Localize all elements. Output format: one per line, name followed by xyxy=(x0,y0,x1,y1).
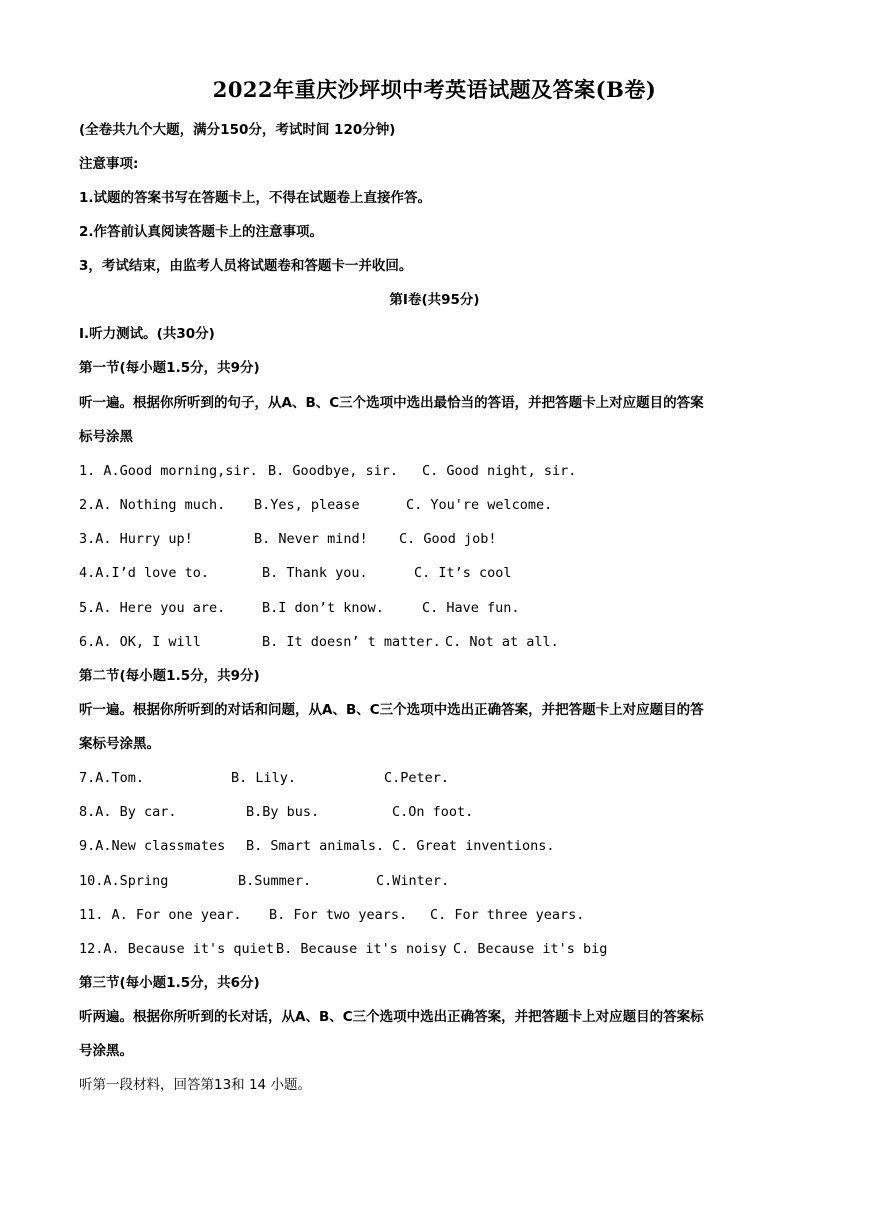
option-a: 12.A. Because it's quiet. xyxy=(79,941,283,957)
option-c: C. You're welcome. xyxy=(406,497,553,513)
option-b: B. Lily. xyxy=(231,770,297,786)
option-c: C. It’s cool xyxy=(414,565,512,581)
option-b: B. For two years. xyxy=(269,907,408,923)
option-b: B. Thank you. xyxy=(262,565,368,581)
option-c: C. Have fun. xyxy=(422,600,520,616)
section1-instruction-cont: 标号涂黑 xyxy=(79,429,133,445)
section1-instruction: 听一遍。根据你所听到的句子，从A、B、C三个选项中选出最恰当的答语，并把答题卡上对应题目的答案 xyxy=(79,395,704,411)
option-a: 10.A.Spring xyxy=(79,873,169,889)
option-b: B. Never mind! xyxy=(254,531,368,547)
section3-instruction: 听两遍。根据你所听到的长对话，从A、B、C三个选项中选出正确答案，并把答题卡上对应题目的答案标 xyxy=(79,1009,704,1025)
option-b: B. Smart animals. xyxy=(246,838,385,854)
section2-instruction-cont: 案标号涂黑。 xyxy=(79,736,160,752)
section1-heading: 第一节(每小题1.5分，共9分) xyxy=(79,360,260,376)
notes-heading: 注意事项: xyxy=(79,156,139,172)
option-c: C. Not at all. xyxy=(445,634,559,650)
section3-instruction-cont: 号涂黑。 xyxy=(79,1043,133,1059)
option-c: C. Good night, sir. xyxy=(422,463,577,479)
note-3: 3，考试结束，由监考人员将试题卷和答题卡一并收回。 xyxy=(79,258,413,274)
option-c: C. For three years. xyxy=(430,907,585,923)
option-a: 9.A.New classmates xyxy=(79,838,226,854)
page-title: 2022年重庆沙坪坝中考英语试题及答案(B卷) xyxy=(212,77,657,102)
option-a: 7.A.Tom. xyxy=(79,770,145,786)
option-c: C. Because it's big xyxy=(453,941,608,957)
option-c: C. Good job! xyxy=(399,531,497,547)
option-c: C. Great inventions. xyxy=(392,838,555,854)
note-1: 1.试题的答案书写在答题卡上，不得在试题卷上直接作答。 xyxy=(79,190,432,206)
option-a: 4.A.I’d love to. xyxy=(79,565,210,581)
option-b: B. Goodbye, sir. xyxy=(268,463,399,479)
volume-heading: 第Ⅰ卷(共95分) xyxy=(389,292,480,308)
section2-instruction: 听一遍。根据你所听到的对话和问题，从A、B、C三个选项中选出正确答案，并把答题卡上对应题目的答 xyxy=(79,702,704,718)
note-2: 2.作答前认真阅读答题卡上的注意事项。 xyxy=(79,224,324,240)
option-b: B. Because it's noisy xyxy=(276,941,447,957)
section3-note: 听第一段材料，回答第13和 14 小题。 xyxy=(79,1077,311,1093)
option-b: B.I don’t know. xyxy=(262,600,384,616)
option-c: C.Peter. xyxy=(384,770,450,786)
option-c: C.Winter. xyxy=(376,873,450,889)
option-b: B. It doesn’ t matter. xyxy=(262,634,441,650)
option-b: B.By bus. xyxy=(246,804,320,820)
section2-heading: 第二节(每小题1.5分，共9分) xyxy=(79,668,260,684)
section3-heading: 第三节(每小题1.5分，共6分) xyxy=(79,975,260,991)
option-a: 8.A. By car. xyxy=(79,804,177,820)
option-a: 5.A. Here you are. xyxy=(79,600,226,616)
option-a: 6.A. OK, I will xyxy=(79,634,201,650)
option-a: 1. A.Good morning,sir. xyxy=(79,463,258,479)
option-b: B.Yes, please xyxy=(254,497,360,513)
option-b: B.Summer. xyxy=(238,873,312,889)
part1-heading: I.听力测试。(共30分) xyxy=(79,326,215,342)
option-a: 11. A. For one year. xyxy=(79,907,242,923)
option-a: 2.A. Nothing much. xyxy=(79,497,226,513)
option-c: C.On foot. xyxy=(392,804,474,820)
exam-subtitle: (全卷共九个大题，满分150分，考试时间 120分钟) xyxy=(79,122,396,138)
option-a: 3.A. Hurry up! xyxy=(79,531,193,547)
